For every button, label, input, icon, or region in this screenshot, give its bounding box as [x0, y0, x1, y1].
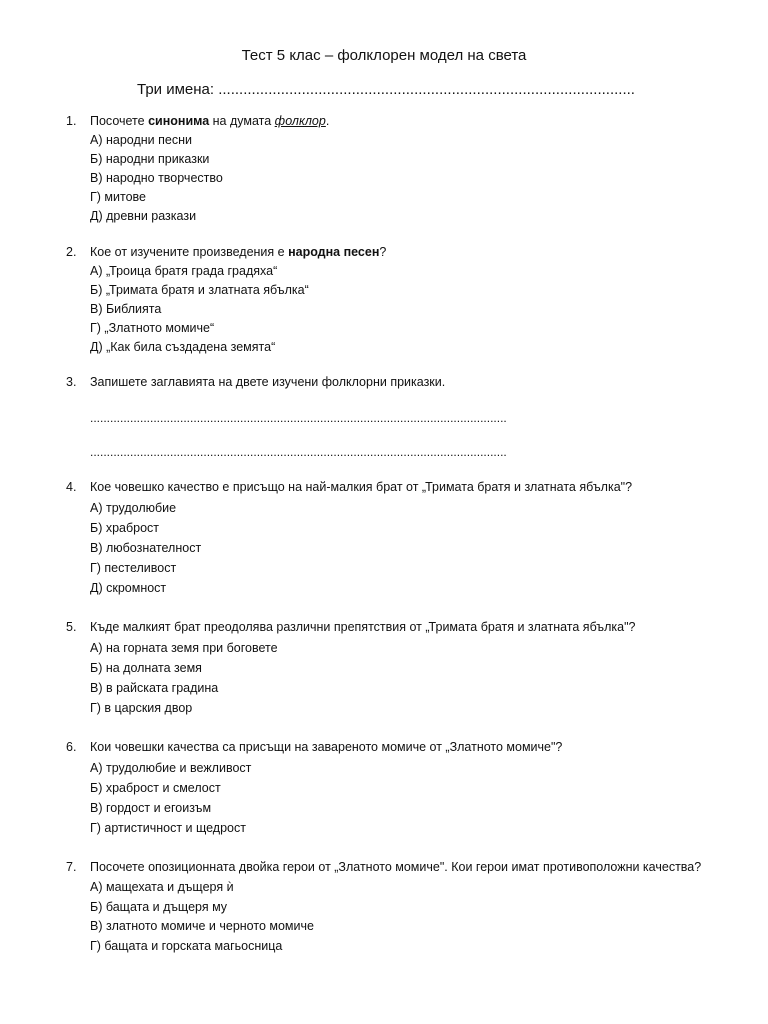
question-number: 1.	[66, 114, 77, 128]
option-c: В) златното момиче и черното момиче	[90, 919, 314, 933]
answer-line-2: .............................................................................................................................	[90, 445, 507, 459]
question-text: Кое човешко качество е присъщо на най-малкия брат от „Тримата братя и златната ябълка"?	[90, 480, 633, 494]
question-number: 3.	[66, 375, 77, 389]
question-number: 2.	[66, 245, 77, 259]
option-d: Г) артистичност и щедрост	[90, 821, 246, 835]
option-e: Д) скромност	[90, 581, 167, 595]
option-d: Г) в царския двор	[90, 701, 193, 715]
question-number: 7.	[66, 860, 77, 874]
option-d: Г) пестеливост	[90, 561, 177, 575]
question-text: Запишете заглавията на двете изучени фолклорни приказки.	[90, 375, 446, 389]
options-list	[90, 262, 309, 357]
option-e: Д) „Как била създадена земята“	[90, 340, 276, 354]
question-text: Къде малкият брат преодолява различни препятствия от „Тримата братя и златната ябълка"?	[90, 620, 636, 634]
option-b: Б) „Тримата братя и златната ябълка“	[90, 283, 309, 297]
question-text	[90, 112, 329, 131]
question-text-part: Кое от изучените произведения е	[90, 245, 289, 259]
option-e: Д) древни разкази	[90, 209, 197, 223]
option-a: А) на горната земя при боговете	[90, 641, 278, 655]
question-number: 4.	[66, 480, 77, 494]
option-d: Г) митове	[90, 190, 146, 204]
question-text: Кои човешки качества са присъщи на завареното момиче от „Златното момиче"?	[90, 740, 563, 754]
options-list	[90, 498, 201, 598]
question-text-part: на думата	[209, 114, 275, 128]
option-b: Б) бащата и дъщеря му	[90, 899, 228, 914]
question-underlined-term: фолклор	[274, 114, 326, 128]
question-text	[90, 243, 386, 262]
option-c: В) Библията	[90, 302, 162, 316]
question-text-part: ?	[379, 245, 387, 259]
option-c: В) народно творчество	[90, 171, 223, 185]
option-b: Б) народни приказки	[90, 152, 210, 166]
option-b: Б) храброст и смелост	[90, 781, 221, 795]
option-c: В) гордост и егоизъм	[90, 801, 212, 815]
option-a: А) трудолюбие	[90, 501, 177, 515]
option-a: А) трудолюбие и вежливост	[90, 761, 252, 775]
question-bold-term: народна песен	[288, 245, 380, 259]
names-line	[137, 81, 635, 98]
names-label: Три имена:	[137, 81, 219, 98]
option-a: А) народни песни	[90, 133, 192, 147]
answer-line-1: .............................................................................................................................	[90, 411, 507, 425]
option-a: А) „Троица братя града градяха“	[90, 264, 278, 278]
option-a: А) мащехата и дъщеря ѝ	[90, 880, 234, 894]
question-number: 6.	[66, 740, 77, 754]
option-c: В) в райската градина	[90, 681, 219, 695]
option-b: Б) на долната земя	[90, 661, 202, 675]
page-title: Тест 5 клас – фолклорен модел на света	[241, 47, 527, 64]
options-list	[90, 638, 278, 718]
question-text-part: .	[325, 114, 330, 128]
option-b: Б) храброст	[90, 521, 160, 535]
option-c: В) любознателност	[90, 541, 202, 555]
options-list	[90, 131, 223, 226]
question-text-part: Посочете	[90, 114, 149, 128]
names-dots: ....................................................................................................	[218, 81, 635, 98]
question-bold-term: синонима	[148, 114, 210, 128]
option-d: Г) „Златното момиче“	[90, 321, 215, 335]
question-text: Посочете опозиционната двойка герои от „Златното момиче". Кои герои имат противоположни качества?	[90, 860, 702, 874]
option-d: Г) бащата и горската магьосница	[90, 938, 283, 953]
options-list	[90, 878, 314, 956]
question-number: 5.	[66, 620, 77, 634]
options-list	[90, 758, 251, 838]
